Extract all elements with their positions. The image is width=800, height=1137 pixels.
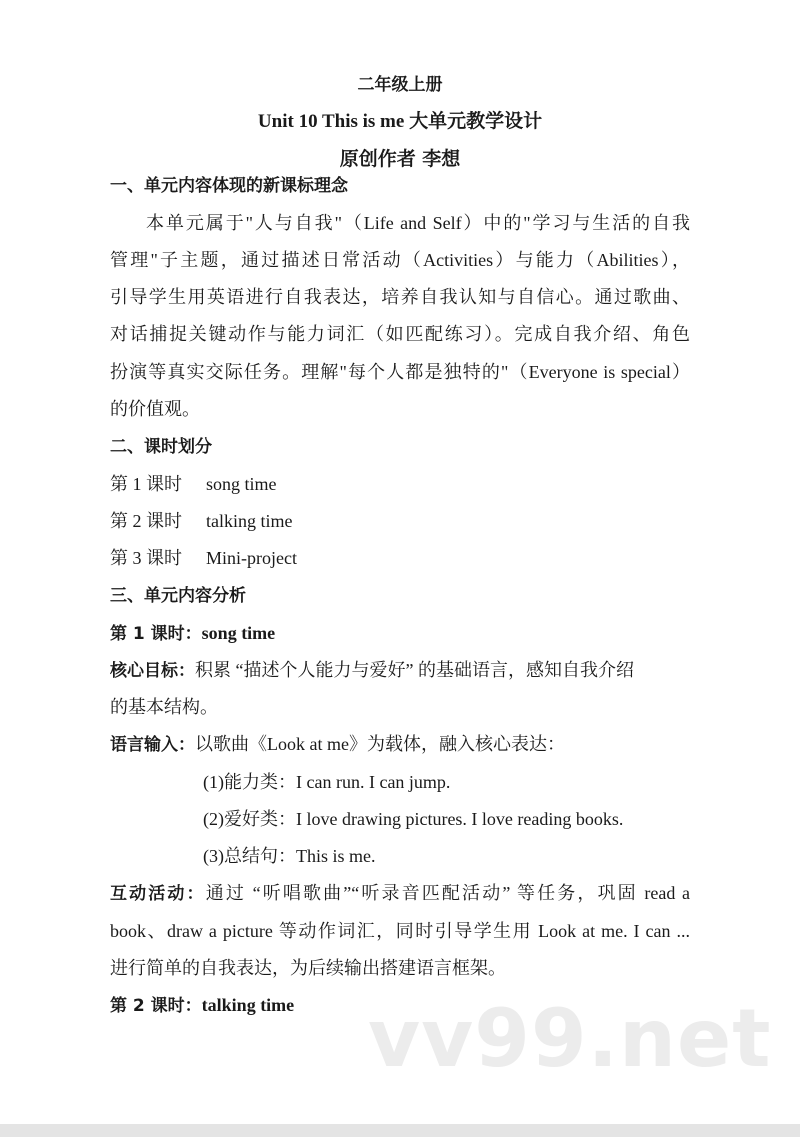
activity-text: 通过 “听唱歌曲”“听录音匹配活动” 等任务，巩固 read a bbox=[205, 883, 691, 903]
paragraph-line: 管理"子主题，通过描述日常活动（Activities）与能力（Abilities）， bbox=[110, 250, 690, 270]
lesson-item bbox=[110, 546, 690, 570]
section1-heading: 一、单元内容体现的新课标理念 bbox=[110, 176, 348, 196]
activity-label: 互动活动： bbox=[110, 884, 206, 904]
goal-text: 积累 “描述个人能力与爱好” 的基础语言，感知自我介绍 bbox=[195, 660, 634, 680]
lesson-name: song time bbox=[206, 474, 277, 494]
input-item: (3)总结句：This is me. bbox=[203, 846, 376, 866]
lesson-name: Mini-project bbox=[206, 548, 297, 568]
lesson1-label: 第 1 课时： bbox=[110, 624, 202, 644]
goal-line bbox=[110, 658, 690, 683]
lesson-label: 第 3 课时 bbox=[110, 548, 182, 568]
input-item: (1)能力类：I can run. I can jump. bbox=[203, 772, 451, 792]
grade-title: 二年级上册 bbox=[357, 75, 443, 95]
input-item: (2)爱好类：I love drawing pictures. I love reading books. bbox=[203, 809, 624, 829]
input-label: 语言输入： bbox=[110, 735, 195, 755]
lesson2-name: talking time bbox=[201, 995, 295, 1015]
lesson-item bbox=[110, 472, 690, 496]
page-bottom-bar bbox=[0, 1124, 800, 1137]
paragraph-line: 本单元属于"人与自我"（Life and Self）中的"学习与生活的自我 bbox=[146, 213, 690, 233]
paragraph-line: 扮演等真实交际任务。理解"每个人都是独特的"（Everyone is special） bbox=[110, 362, 690, 382]
lesson-label: 第 1 课时 bbox=[110, 474, 182, 494]
activity-line bbox=[110, 881, 690, 906]
section3-heading: 三、单元内容分析 bbox=[110, 586, 246, 606]
input-line bbox=[110, 732, 690, 757]
paragraph-line: 的价值观。 bbox=[110, 399, 200, 419]
activity-line: book、draw a picture 等动作词汇，同时引导学生用 Look at me. I can ... bbox=[110, 921, 690, 941]
watermark: vv99.net bbox=[368, 992, 772, 1085]
lesson-item bbox=[110, 509, 690, 533]
lesson-label: 第 2 课时 bbox=[110, 511, 182, 531]
activity-line: 进行简单的自我表达，为后续输出搭建语言框架。 bbox=[110, 958, 506, 978]
author-line: 原创作者 李想 bbox=[339, 148, 461, 170]
document-title: Unit 10 This is me 大单元教学设计 bbox=[257, 111, 543, 132]
section2-heading: 二、课时划分 bbox=[110, 437, 212, 457]
lesson2-label: 第 2 课时： bbox=[110, 996, 202, 1016]
lesson-name: talking time bbox=[206, 511, 293, 531]
goal-line: 的基本结构。 bbox=[110, 697, 218, 717]
lesson1-name: song time bbox=[201, 623, 276, 643]
lesson1-title bbox=[110, 621, 690, 646]
paragraph-line: 引导学生用英语进行自我表达，培养自我认知与自信心。通过歌曲、 bbox=[110, 287, 690, 307]
input-text: 以歌曲《Look at me》为载体，融入核心表达： bbox=[195, 734, 565, 754]
goal-label: 核心目标： bbox=[110, 661, 195, 681]
paragraph-line: 对话捕捉关键动作与能力词汇（如匹配练习）。完成自我介绍、角色 bbox=[110, 324, 690, 344]
